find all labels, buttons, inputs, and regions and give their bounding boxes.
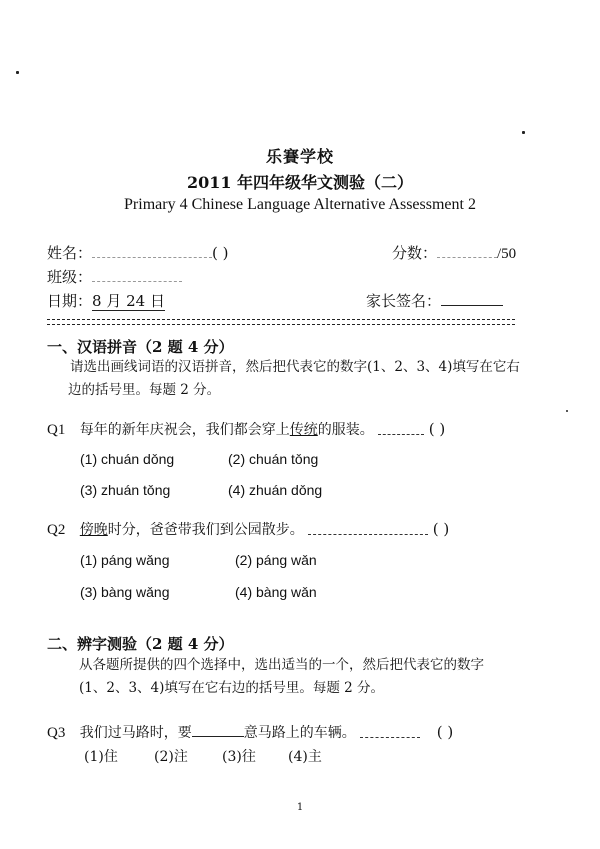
question-text-suffix: 的服装。: [317, 422, 374, 438]
question-number: Q1: [47, 422, 66, 438]
class-label: 班级：: [47, 268, 93, 286]
underlined-word: 傍晚: [79, 522, 108, 538]
class-field: [47, 266, 182, 287]
name-blank: [92, 245, 212, 258]
page-number: 1: [296, 802, 304, 813]
option: (4)主: [288, 749, 322, 765]
underlined-word: 传统: [289, 422, 318, 438]
school-name: 乐賽学校: [265, 147, 334, 166]
option: (1) chuán dǒng: [80, 451, 175, 467]
date-label: 日期：: [47, 292, 93, 310]
name-index-paren: ( ): [212, 244, 229, 262]
question-q3: [47, 722, 453, 742]
separator-rule: [47, 319, 515, 325]
score-field: [392, 242, 516, 263]
option: (3) zhuán tǒng: [80, 482, 171, 498]
parent-signature-label: 家长签名：: [366, 292, 442, 310]
name-label: 姓名：: [47, 244, 93, 262]
question-text-suffix: 时分，爸爸带我们到公园散步。: [107, 522, 304, 538]
question-number: Q3: [47, 725, 66, 741]
exam-title-english: Primary 4 Chinese Language Alternative Assessment 2: [124, 196, 476, 213]
fill-in-blank: [192, 724, 244, 737]
scan-speck: [16, 71, 19, 74]
question-number: Q2: [47, 522, 66, 538]
option: (1)住: [84, 749, 118, 765]
class-blank: [92, 269, 182, 282]
exam-title-chinese: 2011 年四年级华文测验（二）: [186, 173, 414, 192]
question-q1: [47, 419, 445, 439]
option: (3)往: [222, 749, 256, 765]
option: (2)注: [154, 749, 188, 765]
answer-parentheses: ( ): [428, 420, 446, 438]
leader-line: [308, 526, 428, 535]
question-text-prefix: 每年的新年庆祝会，我们都会穿上: [79, 422, 290, 438]
date-field: [47, 290, 165, 311]
option: (1) páng wǎng: [80, 552, 170, 568]
leader-line: [378, 426, 424, 435]
parent-signature-blank: [441, 293, 503, 306]
option: (2) páng wǎn: [235, 552, 317, 568]
scan-speck: [522, 131, 525, 134]
option: (4) bàng wǎn: [235, 584, 317, 600]
scan-speck: [566, 410, 568, 412]
section2-title: 二、辨字测验（2 题 4 分）: [47, 635, 234, 653]
score-label: 分数：: [392, 244, 438, 262]
date-value: 8 月 24 日: [92, 292, 165, 310]
question-text-suffix: 意马路上的车辆。: [243, 725, 356, 741]
section1-title: 一、汉语拼音（2 题 4 分）: [47, 338, 234, 356]
name-field: [47, 242, 229, 263]
answer-parentheses: ( ): [432, 520, 450, 538]
question-text-prefix: 我们过马路时，要: [79, 725, 192, 741]
score-blank: [437, 245, 497, 258]
option: (4) zhuán dǒng: [228, 482, 323, 498]
question-q2: [47, 519, 449, 539]
option: (3) bàng wǎng: [80, 584, 170, 600]
score-total: /50: [497, 246, 517, 262]
section1-instructions: 请选出画线词语的汉语拼音，然后把代表它的数字(1、2、3、4)填写在它右边的括号里。每题 2 分。: [68, 359, 520, 398]
answer-parentheses: ( ): [436, 723, 454, 741]
section2-instructions: 从各题所提供的四个选择中，选出适当的一个，然后把代表它的数字(1、2、3、4)填写在它右边的括号里。每题 2 分。: [79, 657, 484, 696]
leader-line: [360, 729, 420, 738]
option: (2) chuán tǒng: [228, 451, 319, 467]
parent-signature-field: [366, 290, 503, 311]
